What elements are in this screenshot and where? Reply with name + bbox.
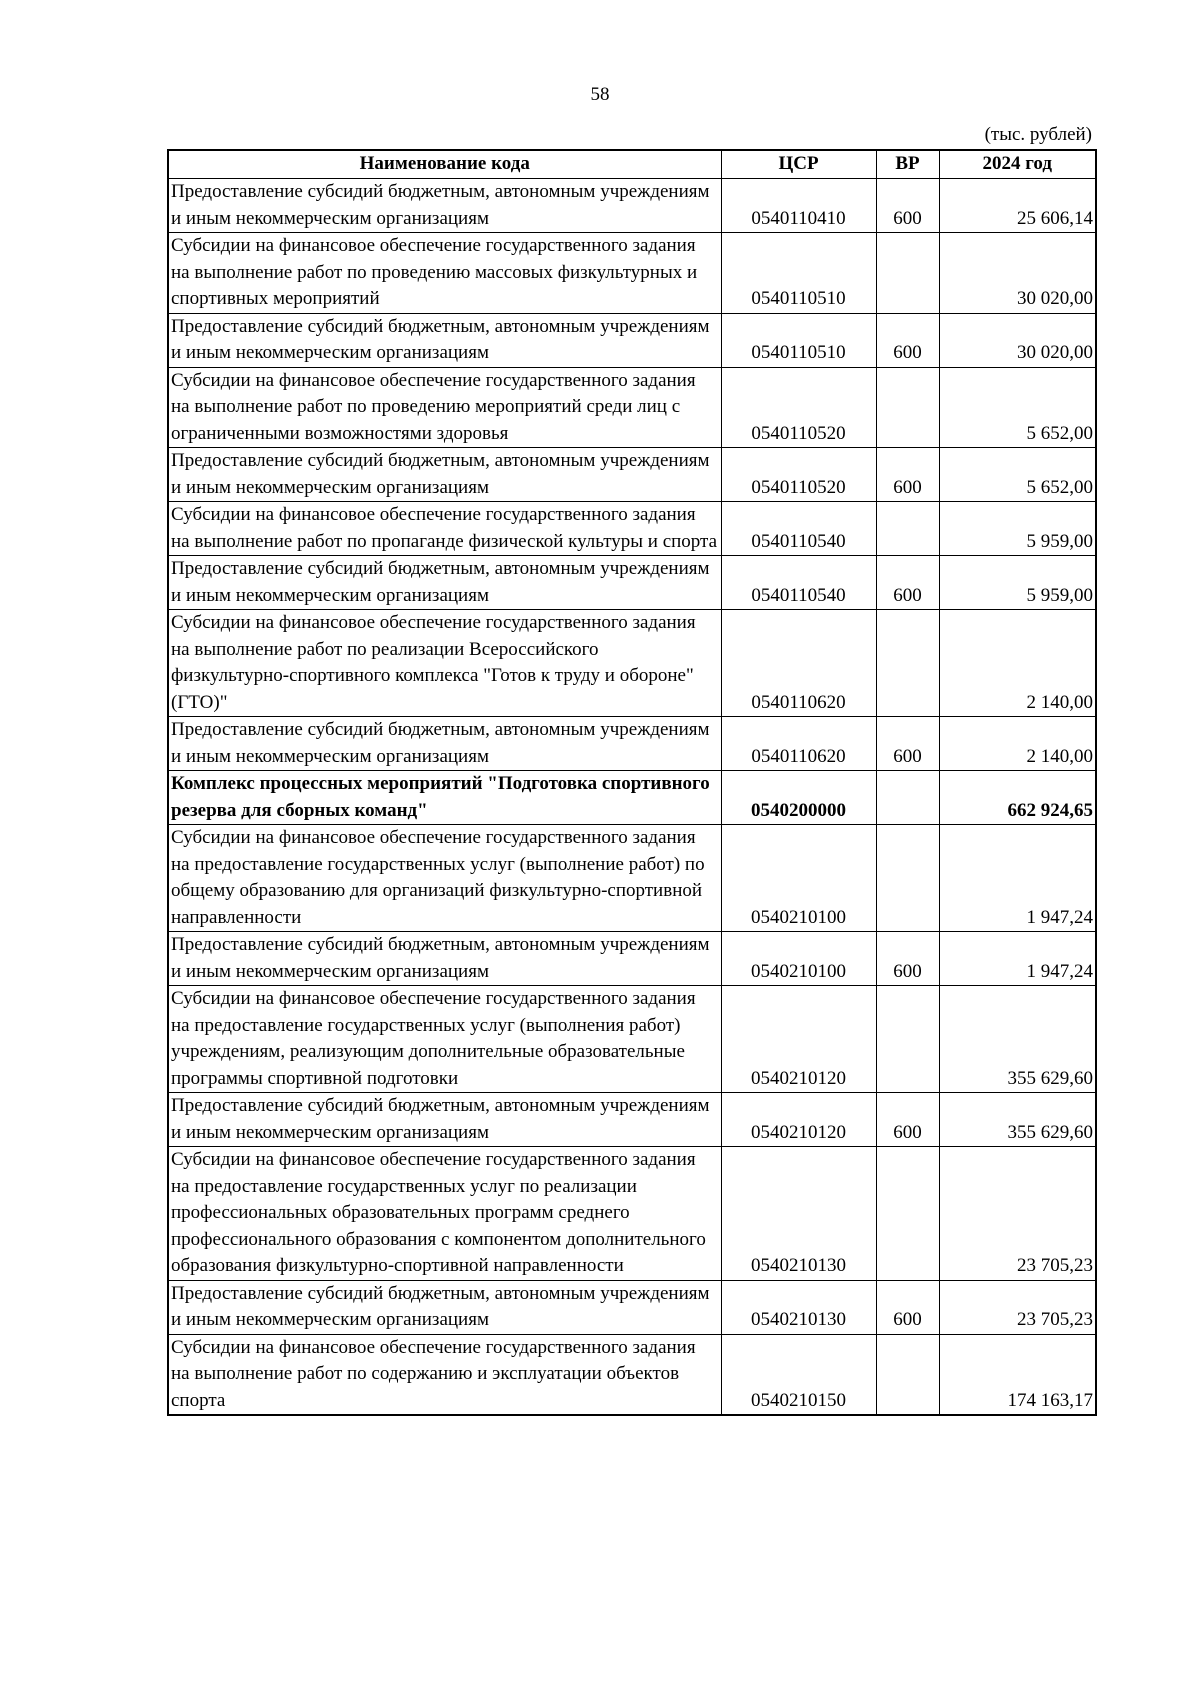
cell-value: 2 140,00 — [939, 610, 1096, 717]
cell-value: 355 629,60 — [939, 986, 1096, 1093]
cell-vr — [876, 502, 939, 556]
header-year: 2024 год — [939, 150, 1096, 179]
table-row — [168, 932, 1096, 986]
cell-name: Предоставление субсидий бюджетным, автономным учреждениям и иным некоммерческим организациям — [168, 1280, 721, 1334]
cell-name: Субсидии на финансовое обеспечение государственного задания на выполнение работ по пропаганде физической культуры и спорта — [168, 502, 721, 556]
table-row — [168, 313, 1096, 367]
cell-name: Субсидии на финансовое обеспечение государственного задания на выполнение работ по проведению массовых физкультурных и спортивных мероприятий — [168, 233, 721, 314]
cell-name: Субсидии на финансовое обеспечение государственного задания на предоставление государственных услуг по реализации профессиональных образовательных программ среднего профессионального образования с компонентом дополнительного образования физкультурно-спортивной направленности — [168, 1147, 721, 1281]
cell-vr: 600 — [876, 448, 939, 502]
table-row — [168, 717, 1096, 771]
table-row — [168, 502, 1096, 556]
cell-vr: 600 — [876, 1093, 939, 1147]
cell-vr — [876, 233, 939, 314]
cell-vr — [876, 367, 939, 448]
table-row — [168, 556, 1096, 610]
cell-vr — [876, 771, 939, 825]
cell-name: Субсидии на финансовое обеспечение государственного задания на выполнение работ по проведению мероприятий среди лиц с ограниченными возможностями здоровья — [168, 367, 721, 448]
cell-vr — [876, 986, 939, 1093]
cell-value: 23 705,23 — [939, 1280, 1096, 1334]
cell-csr: 0540110410 — [721, 179, 876, 233]
table-row — [168, 448, 1096, 502]
table-row — [168, 179, 1096, 233]
cell-csr: 0540210100 — [721, 825, 876, 932]
header-vr: ВР — [876, 150, 939, 179]
cell-vr — [876, 1147, 939, 1281]
cell-value: 5 959,00 — [939, 556, 1096, 610]
cell-value: 30 020,00 — [939, 313, 1096, 367]
cell-name: Комплекс процессных мероприятий "Подготовка спортивного резерва для сборных команд" — [168, 771, 721, 825]
cell-csr: 0540210100 — [721, 932, 876, 986]
budget-table — [167, 149, 1097, 1416]
cell-csr: 0540210130 — [721, 1147, 876, 1281]
header-csr: ЦСР — [721, 150, 876, 179]
cell-value: 25 606,14 — [939, 179, 1096, 233]
cell-csr: 0540110520 — [721, 367, 876, 448]
cell-name: Субсидии на финансовое обеспечение государственного задания на выполнение работ по содержанию и эксплуатации объектов спорта — [168, 1334, 721, 1415]
cell-value: 30 020,00 — [939, 233, 1096, 314]
cell-vr: 600 — [876, 1280, 939, 1334]
cell-name: Предоставление субсидий бюджетным, автономным учреждениям и иным некоммерческим организациям — [168, 313, 721, 367]
cell-csr: 0540110510 — [721, 233, 876, 314]
cell-value: 1 947,24 — [939, 932, 1096, 986]
cell-name: Предоставление субсидий бюджетным, автономным учреждениям и иным некоммерческим организациям — [168, 1093, 721, 1147]
cell-value: 1 947,24 — [939, 825, 1096, 932]
table-row — [168, 1147, 1096, 1281]
cell-csr: 0540210120 — [721, 1093, 876, 1147]
cell-value: 5 652,00 — [939, 367, 1096, 448]
header-name: Наименование кода — [168, 150, 721, 179]
cell-name: Субсидии на финансовое обеспечение государственного задания на выполнение работ по реализации Всероссийского физкультурно-спортивного комплекса "Готов к труду и обороне" (ГТО)" — [168, 610, 721, 717]
cell-name: Предоставление субсидий бюджетным, автономным учреждениям и иным некоммерческим организациям — [168, 717, 721, 771]
cell-value: 662 924,65 — [939, 771, 1096, 825]
cell-vr — [876, 1334, 939, 1415]
cell-name: Предоставление субсидий бюджетным, автономным учреждениям и иным некоммерческим организациям — [168, 556, 721, 610]
table-row — [168, 771, 1096, 825]
cell-csr: 0540210150 — [721, 1334, 876, 1415]
table-header-row — [168, 150, 1096, 179]
cell-csr: 0540210130 — [721, 1280, 876, 1334]
cell-csr: 0540110520 — [721, 448, 876, 502]
table-row — [168, 1334, 1096, 1415]
table-row — [168, 1280, 1096, 1334]
table-row — [168, 233, 1096, 314]
cell-vr — [876, 610, 939, 717]
cell-name: Субсидии на финансовое обеспечение государственного задания на предоставление государственных услуг (выполнения работ) учреждениям, реализующим дополнительные образовательные программы спортивной подготовки — [168, 986, 721, 1093]
table-body — [168, 179, 1096, 1416]
cell-value: 23 705,23 — [939, 1147, 1096, 1281]
cell-csr: 0540110510 — [721, 313, 876, 367]
cell-value: 174 163,17 — [939, 1334, 1096, 1415]
cell-csr: 0540110620 — [721, 717, 876, 771]
cell-name: Субсидии на финансовое обеспечение государственного задания на предоставление государственных услуг (выполнение работ) по общему образованию для организаций физкультурно-спортивной направленности — [168, 825, 721, 932]
cell-csr: 0540110620 — [721, 610, 876, 717]
cell-name: Предоставление субсидий бюджетным, автономным учреждениям и иным некоммерческим организациям — [168, 932, 721, 986]
table-row — [168, 825, 1096, 932]
cell-value: 355 629,60 — [939, 1093, 1096, 1147]
table-row — [168, 367, 1096, 448]
page-number: 58 — [590, 84, 610, 105]
cell-vr: 600 — [876, 313, 939, 367]
cell-csr: 0540200000 — [721, 771, 876, 825]
cell-vr: 600 — [876, 556, 939, 610]
table-row — [168, 1093, 1096, 1147]
cell-csr: 0540110540 — [721, 556, 876, 610]
units-label: (тыс. рублей) — [984, 124, 1092, 145]
cell-vr — [876, 825, 939, 932]
cell-name: Предоставление субсидий бюджетным, автономным учреждениям и иным некоммерческим организациям — [168, 179, 721, 233]
cell-value: 2 140,00 — [939, 717, 1096, 771]
cell-csr: 0540210120 — [721, 986, 876, 1093]
cell-value: 5 959,00 — [939, 502, 1096, 556]
cell-csr: 0540110540 — [721, 502, 876, 556]
cell-vr: 600 — [876, 932, 939, 986]
cell-vr: 600 — [876, 179, 939, 233]
cell-name: Предоставление субсидий бюджетным, автономным учреждениям и иным некоммерческим организациям — [168, 448, 721, 502]
table-row — [168, 986, 1096, 1093]
cell-value: 5 652,00 — [939, 448, 1096, 502]
cell-vr: 600 — [876, 717, 939, 771]
table-row — [168, 610, 1096, 717]
